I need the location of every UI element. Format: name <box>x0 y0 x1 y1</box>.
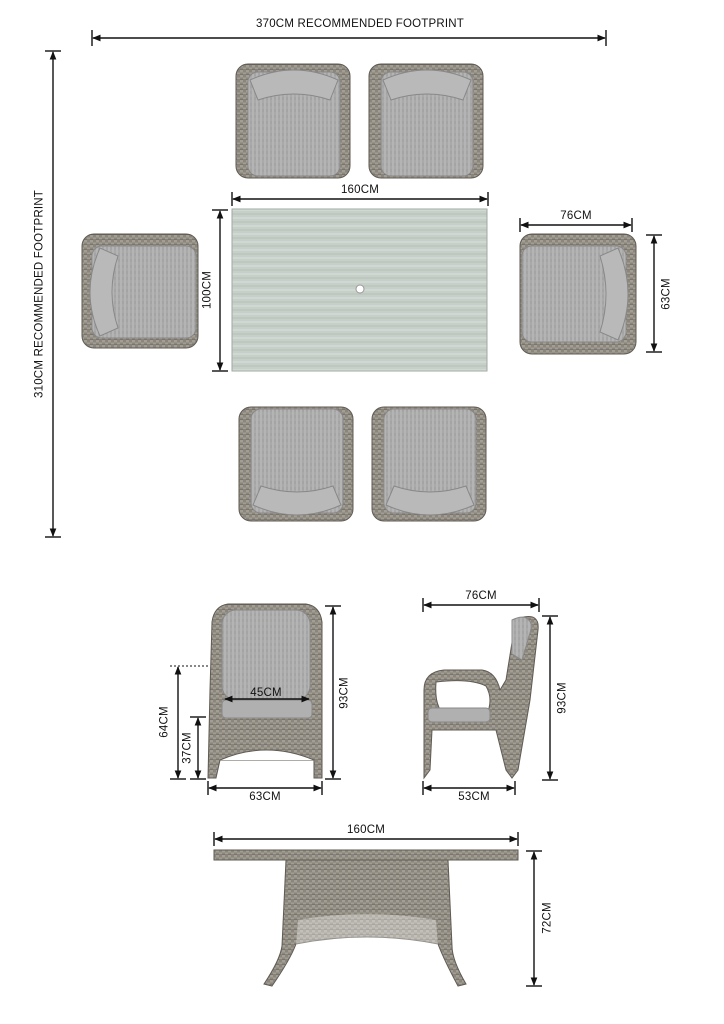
arm-height-label: 64CM <box>158 706 171 738</box>
chair-width-label: 63CM <box>660 278 673 310</box>
plan-view <box>82 64 636 521</box>
chair-top-left <box>236 64 350 178</box>
table-side-length-label: 160CM <box>346 824 386 836</box>
side-depth-label: 76CM <box>465 590 497 602</box>
table-side-height-label: 72CM <box>541 902 554 934</box>
chair-bottom-right <box>372 407 486 521</box>
table-top-plan <box>232 209 487 371</box>
side-base-label: 53CM <box>458 791 490 803</box>
footprint-depth-label: 310CM RECOMMENDED FOOTPRINT <box>33 190 46 398</box>
chair-side-view <box>424 617 538 779</box>
footprint-width-label: 370CM RECOMMENDED FOOTPRINT <box>256 18 464 30</box>
table-width-label: 100CM <box>201 270 214 310</box>
table-side-view <box>214 850 518 986</box>
table-length-label: 160CM <box>340 184 380 196</box>
seat-width-label: 45CM <box>250 687 282 699</box>
front-height-label: 93CM <box>338 677 351 709</box>
chair-depth-label: 76CM <box>560 210 592 222</box>
side-height-label: 93CM <box>556 682 569 714</box>
chair-right <box>520 234 636 354</box>
chair-bottom-left <box>239 407 353 521</box>
front-width-label: 63CM <box>249 791 281 803</box>
chair-top-right <box>369 64 483 178</box>
chair-left <box>82 234 198 348</box>
seat-height-label: 37CM <box>181 732 194 764</box>
